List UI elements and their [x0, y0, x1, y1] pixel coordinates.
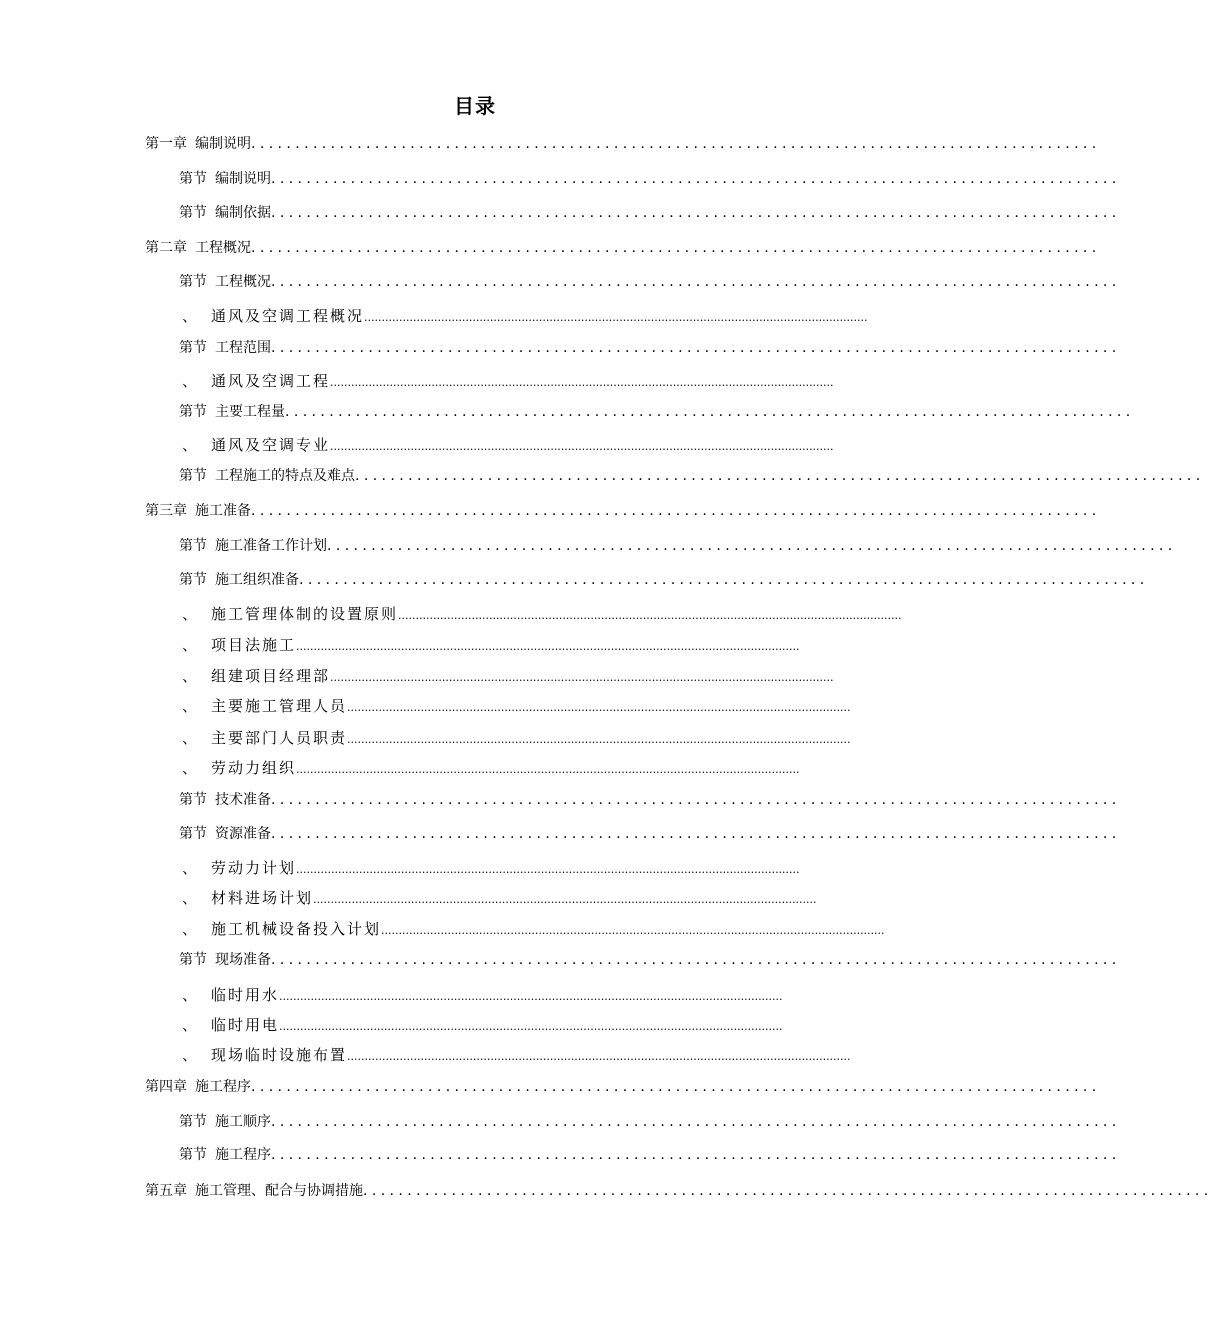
dot-leader: ................................................................................................ — [285, 404, 1135, 420]
dot-leader: ................................................................................................................................................ — [279, 990, 783, 1003]
toc-entry-label — [145, 237, 251, 257]
toc-entry-prefix: 第三章 — [145, 503, 187, 519]
toc-entry[interactable] — [182, 305, 868, 327]
toc-entry-label — [179, 823, 271, 843]
toc-entry[interactable] — [182, 727, 851, 749]
toc-entry-label — [182, 370, 330, 391]
toc-entry-text: 工程范围 — [215, 340, 271, 356]
toc-entry[interactable] — [179, 401, 1135, 423]
dot-leader: ................................................................................................................................................ — [347, 733, 851, 746]
toc-entry-prefix: 、 — [182, 759, 198, 777]
toc-entry[interactable] — [179, 789, 1121, 811]
toc-entry-label — [179, 1111, 271, 1131]
toc-entry-text: 主要部门人员职责 — [211, 729, 348, 747]
dot-leader: ................................................................................................................................................ — [364, 311, 868, 324]
toc-entry-prefix: 、 — [182, 1016, 198, 1034]
toc-entry-label — [145, 133, 251, 153]
toc-entry-prefix: 第二章 — [145, 240, 187, 256]
toc-entry-text: 资源准备 — [215, 826, 271, 842]
dot-leader: ................................................................................................................................................ — [381, 924, 885, 937]
toc-entry-text: 工程施工的特点及难点 — [215, 468, 355, 484]
toc-entry-label — [179, 465, 355, 485]
toc-entry[interactable] — [179, 337, 1121, 359]
dot-leader: ................................................................................................ — [251, 240, 1101, 256]
toc-entry[interactable] — [179, 535, 1177, 557]
toc-entry-text: 施工管理体制的设置原则 — [211, 605, 399, 623]
toc-entry-text: 劳动力组织 — [211, 759, 297, 777]
toc-entry[interactable] — [179, 202, 1121, 224]
toc-entry-prefix: 第节 — [179, 1147, 207, 1163]
toc-entry-label — [179, 271, 271, 291]
dot-leader: ................................................................................................................................................ — [279, 1020, 783, 1033]
toc-entry-prefix: 、 — [182, 307, 198, 325]
toc-entry-label — [179, 1144, 271, 1164]
toc-entry[interactable] — [182, 887, 822, 909]
toc-entry[interactable] — [179, 823, 1121, 845]
dot-leader: ................................................................................................ — [271, 792, 1121, 808]
toc-entry-prefix: 第节 — [179, 792, 207, 808]
toc-entry-text: 通风及空调专业 — [211, 436, 331, 454]
dot-leader: ................................................................................................ — [271, 340, 1121, 356]
toc-entry-label — [182, 757, 296, 778]
dot-leader: ................................................................................................ — [363, 1183, 1213, 1199]
toc-entry-prefix: 、 — [182, 889, 198, 907]
dot-leader: ................................................................................................................................................ — [347, 1050, 851, 1063]
toc-entry-label — [179, 789, 271, 809]
toc-entry-label — [182, 695, 347, 716]
dot-leader: ................................................................................................ — [271, 826, 1121, 842]
toc-entry-text: 工程概况 — [195, 240, 251, 256]
toc-entry-text: 主要施工管理人员 — [211, 697, 348, 715]
toc-entry-prefix: 第一章 — [145, 136, 187, 152]
toc-entry-text: 施工程序 — [195, 1079, 251, 1095]
toc-entry-text: 通风及空调工程概况 — [211, 307, 365, 325]
toc-entry-prefix: 、 — [182, 859, 198, 877]
toc-entry-text: 工程概况 — [215, 274, 271, 290]
toc-entry-text: 施工程序 — [215, 1147, 271, 1163]
toc-entry-label — [182, 984, 279, 1005]
toc-entry-prefix: 、 — [182, 436, 198, 454]
toc-entry-prefix: 第节 — [179, 171, 207, 187]
dot-leader: ................................................................................................ — [251, 503, 1101, 519]
toc-entry[interactable] — [182, 695, 851, 717]
toc-entry[interactable] — [179, 271, 1121, 293]
dot-leader: ................................................................................................ — [271, 1114, 1121, 1130]
toc-entry-label — [145, 1076, 251, 1096]
toc-entry-prefix: 、 — [182, 636, 198, 654]
toc-entry-text: 技术准备 — [215, 792, 271, 808]
toc-entry-label — [182, 887, 313, 908]
toc-entry[interactable] — [145, 500, 1101, 522]
toc-entry-prefix: 第节 — [179, 538, 207, 554]
toc-entry[interactable] — [145, 237, 1101, 259]
toc-entry-text: 材料进场计划 — [211, 889, 314, 907]
toc-entry[interactable] — [182, 370, 834, 392]
toc-entry-prefix: 第节 — [179, 404, 207, 420]
toc-entry[interactable] — [182, 984, 822, 1006]
dot-leader: ................................................................................................................................................ — [330, 440, 834, 453]
dot-leader: ................................................................................................ — [299, 572, 1149, 588]
toc-entry-prefix: 、 — [182, 1046, 198, 1064]
toc-entry-label — [182, 1014, 279, 1035]
dot-leader: ................................................................................................................................................ — [347, 701, 851, 714]
toc-entry-prefix: 、 — [182, 729, 198, 747]
toc-entry-prefix: 第节 — [179, 274, 207, 290]
toc-entry-prefix: 第节 — [179, 340, 207, 356]
toc-entry[interactable] — [179, 949, 1121, 971]
toc-entry[interactable] — [145, 1180, 1213, 1202]
toc-entry-prefix: 第节 — [179, 468, 207, 484]
toc-entry[interactable] — [179, 465, 1205, 487]
dot-leader: ................................................................................................................................................ — [296, 763, 800, 776]
dot-leader: ................................................................................................ — [271, 952, 1121, 968]
toc-entry-prefix: 第节 — [179, 572, 207, 588]
dot-leader: ................................................................................................ — [251, 136, 1101, 152]
toc-entry-text: 劳动力计划 — [211, 859, 297, 877]
toc-entry-prefix: 、 — [182, 605, 198, 623]
toc-entry-label — [179, 569, 299, 589]
toc-entry-label — [179, 401, 285, 421]
toc-entry-label — [182, 665, 330, 686]
dot-leader: ................................................................................................................................................ — [330, 671, 834, 684]
toc-entry-text: 施工机械设备投入计划 — [211, 920, 382, 938]
dot-leader: ................................................................................................................................................ — [296, 640, 800, 653]
toc-entry-label — [182, 434, 330, 455]
dot-leader: ................................................................................................................................................ — [313, 893, 817, 906]
toc-entry-text: 现场准备 — [215, 952, 271, 968]
toc-entry-text: 施工准备工作计划 — [215, 538, 327, 554]
toc-entry-label — [182, 727, 347, 748]
toc-entry[interactable] — [182, 1044, 851, 1066]
toc-title: 目录 — [454, 94, 496, 118]
toc-entry-prefix: 、 — [182, 986, 198, 1004]
toc-entry-label — [179, 202, 271, 222]
toc-entry[interactable] — [182, 634, 822, 656]
toc-entry-label — [182, 305, 364, 326]
toc-entry-text: 临时用水 — [211, 986, 280, 1004]
toc-entry-prefix: 第节 — [179, 1114, 207, 1130]
toc-entry[interactable] — [182, 757, 822, 779]
toc-entry[interactable] — [145, 133, 1101, 155]
toc-entry-label — [145, 500, 251, 520]
dot-leader: ................................................................................................ — [271, 171, 1121, 187]
toc-entry-text: 编制依据 — [215, 205, 271, 221]
toc-entry[interactable] — [182, 434, 834, 456]
toc-entry-prefix: 、 — [182, 372, 198, 390]
toc-entry-text: 施工顺序 — [215, 1114, 271, 1130]
toc-entry-text: 临时用电 — [211, 1016, 280, 1034]
toc-entry[interactable] — [179, 168, 1121, 190]
toc-entry-label — [145, 1180, 363, 1200]
toc-entry-text: 编制说明 — [215, 171, 271, 187]
toc-entry[interactable] — [179, 1144, 1121, 1166]
toc-entry-label — [182, 918, 381, 939]
toc-entry-prefix: 第节 — [179, 826, 207, 842]
toc-entry[interactable] — [182, 857, 822, 879]
toc-entry[interactable] — [179, 569, 1149, 591]
toc-entry-prefix: 、 — [182, 667, 198, 685]
toc-entry-text: 施工管理、配合与协调措施 — [195, 1183, 363, 1199]
dot-leader: ................................................................................................................................................ — [398, 609, 902, 622]
toc-entry-prefix: 第节 — [179, 205, 207, 221]
toc-entry-text: 项目法施工 — [211, 636, 297, 654]
toc-entry-text: 施工准备 — [195, 503, 251, 519]
toc-entry-label — [182, 857, 296, 878]
dot-leader: ................................................................................................ — [271, 1147, 1121, 1163]
toc-entry-prefix: 、 — [182, 697, 198, 715]
toc-entry-label — [182, 603, 398, 624]
toc-entry[interactable] — [182, 603, 902, 625]
dot-leader: ................................................................................................................................................ — [330, 376, 834, 389]
toc-entry-prefix: 第五章 — [145, 1183, 187, 1199]
toc-entry[interactable] — [182, 665, 834, 687]
toc-entry-text: 施工组织准备 — [215, 572, 299, 588]
toc-entry-label — [179, 949, 271, 969]
toc-entry-prefix: 第四章 — [145, 1079, 187, 1095]
dot-leader: ................................................................................................ — [251, 1079, 1101, 1095]
toc-entry-label — [179, 168, 271, 188]
toc-entry-text: 主要工程量 — [215, 404, 285, 420]
toc-entry-label — [182, 634, 296, 655]
toc-entry[interactable] — [145, 1076, 1101, 1098]
toc-entry-text: 通风及空调工程 — [211, 372, 331, 390]
dot-leader: ................................................................................................ — [355, 468, 1205, 484]
dot-leader: ................................................................................................................................................ — [296, 863, 800, 876]
toc-entry-text: 组建项目经理部 — [211, 667, 331, 685]
dot-leader: ................................................................................................ — [327, 538, 1177, 554]
toc-entry-text: 编制说明 — [195, 136, 251, 152]
toc-entry[interactable] — [182, 918, 885, 940]
toc-entry-prefix: 第节 — [179, 952, 207, 968]
toc-entry[interactable] — [179, 1111, 1121, 1133]
dot-leader: ................................................................................................ — [271, 274, 1121, 290]
dot-leader: ................................................................................................ — [271, 205, 1121, 221]
toc-entry[interactable] — [182, 1014, 822, 1036]
toc-entry-text: 现场临时设施布置 — [211, 1046, 348, 1064]
toc-entry-label — [182, 1044, 347, 1065]
toc-entry-label — [179, 535, 327, 555]
toc-entry-prefix: 、 — [182, 920, 198, 938]
toc-entry-label — [179, 337, 271, 357]
